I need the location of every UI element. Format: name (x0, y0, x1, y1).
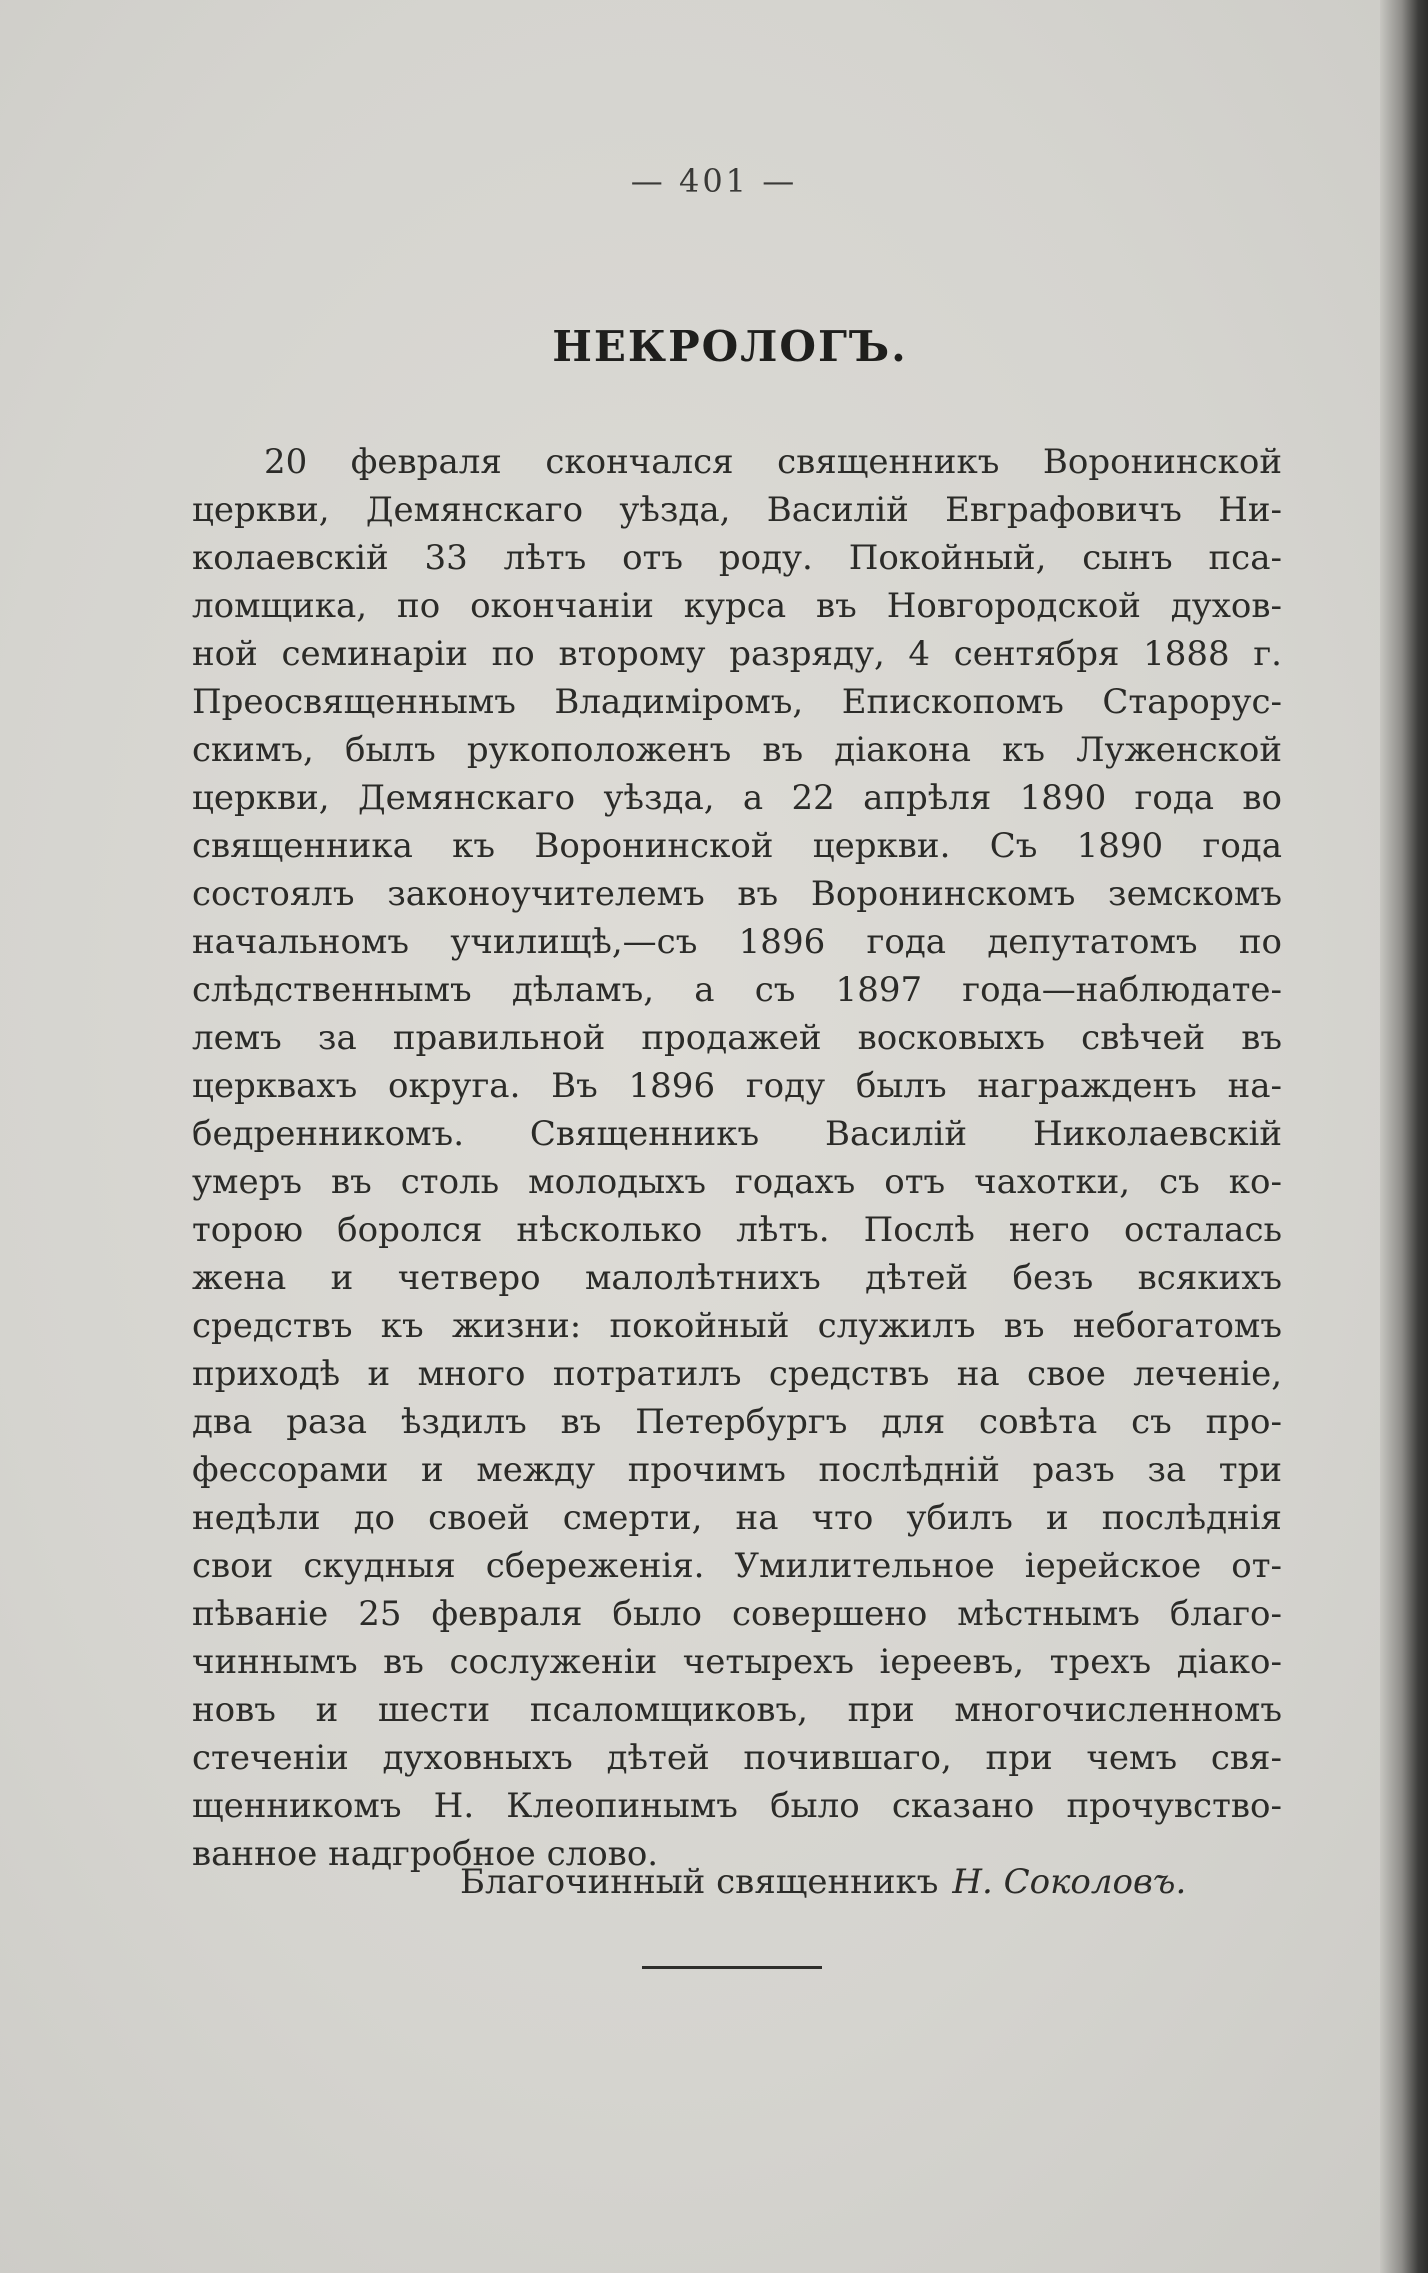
text-line: состоялъ законоучителемъ въ Воронинскомъ земскомъ (192, 874, 1282, 914)
text-line: слѣдственнымъ дѣламъ, а съ 1897 года—наблюдате- (192, 970, 1282, 1010)
text-line: щенникомъ Н. Клеопинымъ было сказано прочувство- (192, 1786, 1282, 1826)
signature-title: Благочинный священникъ (460, 1862, 939, 1902)
text-line: лемъ за правильной продажей восковыхъ свѣчей въ (192, 1018, 1282, 1058)
text-line: пѣваніе 25 февраля было совершено мѣстнымъ благо- (192, 1594, 1282, 1634)
text-line: фессорами и между прочимъ послѣдній разъ за три (192, 1450, 1282, 1490)
text-line: приходѣ и много потратилъ средствъ на свое леченіе, (192, 1354, 1282, 1394)
signature (460, 1862, 1186, 1902)
obituary-title: НЕКРОЛОГЪ. (552, 322, 908, 371)
text-line: средствъ къ жизни: покойный служилъ въ небогатомъ (192, 1306, 1282, 1346)
text-line: умеръ въ столь молодыхъ годахъ отъ чахотки, съ ко- (192, 1162, 1282, 1202)
text-line: торою боролся нѣсколько лѣтъ. Послѣ него осталась (192, 1210, 1282, 1250)
text-line: ной семинаріи по второму разряду, 4 сентября 1888 г. (192, 634, 1282, 674)
text-line: ванное надгробное слово. (192, 1834, 659, 1874)
text-line: 20 февраля скончался священникъ Воронинской (264, 442, 1282, 482)
text-line: стеченіи духовныхъ дѣтей почившаго, при чемъ свя- (192, 1738, 1282, 1778)
text-line: колаевскій 33 лѣтъ отъ роду. Покойный, сынъ пса- (192, 538, 1282, 578)
text-line: церкви, Демянскаго уѣзда, а 22 апрѣля 1890 года во (192, 778, 1282, 818)
text-line: свои скудныя сбереженія. Умилительное іерейское от- (192, 1546, 1282, 1586)
text-line: скимъ, былъ рукоположенъ въ діакона къ Луженской (192, 730, 1282, 770)
text-line: два раза ѣздилъ въ Петербургъ для совѣта съ про- (192, 1402, 1282, 1442)
text-line: священника къ Воронинской церкви. Съ 1890 года (192, 826, 1282, 866)
text-line: начальномъ училищѣ,—съ 1896 года депутатомъ по (192, 922, 1282, 962)
text-line: ломщика, по окончаніи курса въ Новгородской духов- (192, 586, 1282, 626)
text-line: Преосвященнымъ Владиміромъ, Епископомъ Старорус- (192, 682, 1282, 722)
page-number: — 401 — (630, 162, 798, 200)
text-line: чиннымъ въ сослуженіи четырехъ іереевъ, трехъ діако- (192, 1642, 1282, 1682)
text-line: бедренникомъ. Священникъ Василій Николаевскій (192, 1114, 1282, 1154)
text-line: жена и четверо малолѣтнихъ дѣтей безъ всякихъ (192, 1258, 1282, 1298)
signature-name: Н. Соколовъ. (952, 1862, 1187, 1902)
text-line: церквахъ округа. Въ 1896 году былъ награжденъ на- (192, 1066, 1282, 1106)
text-line: новъ и шести псаломщиковъ, при многочисленномъ (192, 1690, 1282, 1730)
section-divider (642, 1966, 822, 1969)
obituary-body (192, 438, 1282, 1878)
text-line: церкви, Демянскаго уѣзда, Василій Евграфовичъ Ни- (192, 490, 1282, 530)
text-line: недѣли до своей смерти, на что убилъ и послѣднія (192, 1498, 1282, 1538)
